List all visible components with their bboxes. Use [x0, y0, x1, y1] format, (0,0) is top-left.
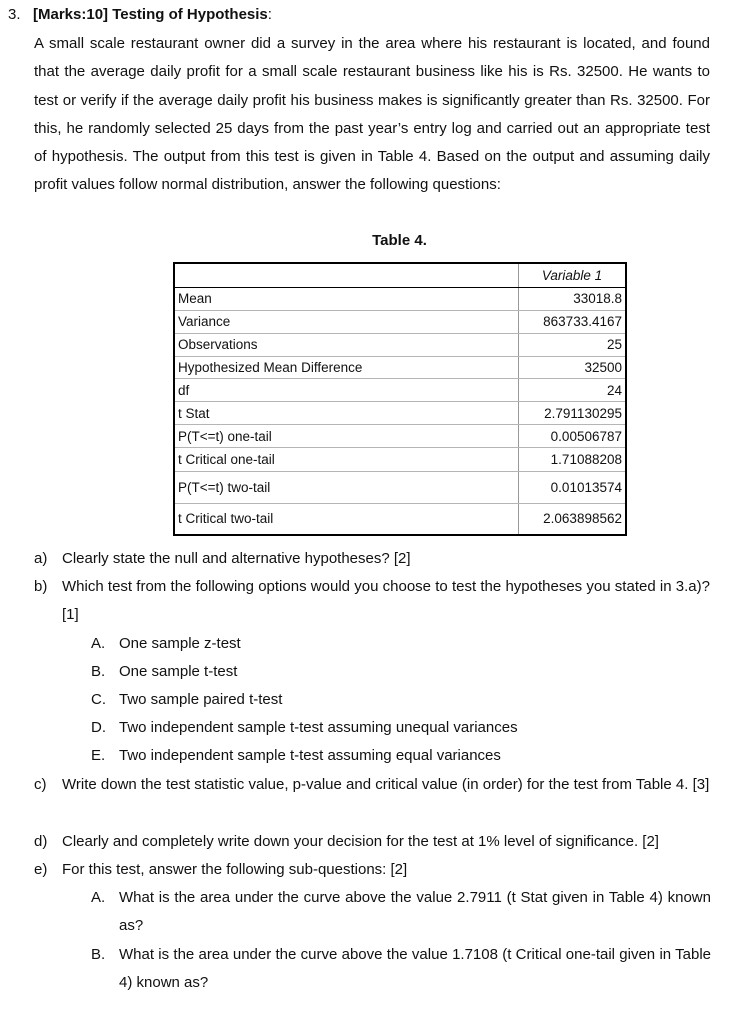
row-label: t Critical two-tail	[178, 511, 274, 527]
row-value: 863733.4167	[519, 310, 627, 333]
table-caption: Table 4.	[372, 232, 427, 249]
option-text: One sample z-test	[119, 635, 241, 652]
row-value: 24	[519, 379, 627, 402]
table-row	[174, 448, 626, 472]
table-row	[174, 503, 626, 535]
table-row	[174, 472, 626, 504]
table-row	[174, 287, 626, 310]
row-label: Variance	[174, 310, 519, 333]
row-label: Hypothesized Mean Difference	[174, 356, 519, 379]
subquestion-text: For this test, answer the following sub-questions: [2]	[62, 861, 408, 878]
subquestion-text: Write down the test statistic value, p-value and critical value (in order) for the test from Table 4. [3]	[62, 776, 710, 793]
question-number: 3.	[8, 6, 21, 23]
subquestion-label: a)	[34, 550, 48, 567]
subquestion-label: e)	[34, 861, 48, 878]
option-text: Two independent sample t-test assuming unequal variances	[119, 719, 518, 736]
row-label: t Critical one-tail	[174, 448, 519, 472]
row-label: Observations	[174, 333, 519, 356]
subquestion-label: d)	[34, 833, 48, 850]
row-value: 2.063898562	[519, 503, 627, 535]
row-value: 0.01013574	[519, 472, 627, 504]
subquestion-label: b)	[34, 578, 48, 595]
option-text: Two independent sample t-test assuming equal variances	[119, 747, 501, 764]
question-heading	[8, 5, 272, 25]
option-text: Two sample paired t-test	[119, 691, 283, 708]
table-header-blank	[174, 263, 519, 287]
subquestion-text: Which test from the following options would you choose to test the hypotheses you stated in 3.a)? [1]	[62, 578, 710, 624]
row-value: 25	[519, 333, 627, 356]
row-value: 1.71088208	[519, 448, 627, 472]
table-row	[174, 402, 626, 425]
option-text: What is the area under the curve above the value 2.7911 (t Stat given in Table 4) known as?	[119, 889, 711, 935]
question-intro: A small scale restaurant owner did a survey in the area where his restaurant is located, and found that the average daily profit for a small scale restaurant business like his is Rs. 32500. He wants to test or verify if the average daily profit his business makes is significantly greater than Rs. 32500. For this, he randomly selected 25 days from the past year’s entry log and carried out an appropriate test of hypothesis. The output from this test is given in Table 4. Based on the output and assuming daily profit values follow normal distribution, answer the following questions:	[34, 35, 710, 194]
option-text: One sample t-test	[119, 663, 238, 680]
option-label: A.	[91, 889, 106, 906]
table-row	[174, 425, 626, 448]
table-header-row	[174, 263, 626, 287]
row-label: t Stat	[174, 402, 519, 425]
row-value: 0.00506787	[519, 425, 627, 448]
option-label: B.	[91, 946, 106, 963]
row-label: Mean	[174, 287, 519, 310]
subquestion-label: c)	[34, 776, 47, 793]
table-row	[174, 310, 626, 333]
option-label: D.	[91, 719, 106, 736]
row-label: P(T<=t) one-tail	[174, 425, 519, 448]
table-row	[174, 333, 626, 356]
subquestion-text: Clearly state the null and alternative hypotheses? [2]	[62, 550, 411, 567]
option-label: C.	[91, 691, 106, 708]
row-value: 32500	[519, 356, 627, 379]
option-label: E.	[91, 747, 106, 764]
question-title-colon: :	[267, 6, 272, 23]
table-row	[174, 379, 626, 402]
option-label: A.	[91, 635, 106, 652]
row-value: 2.791130295	[519, 402, 627, 425]
table-header-variable: Variable 1	[519, 263, 627, 287]
table-row	[174, 356, 626, 379]
subquestion-text: Clearly and completely write down your decision for the test at 1% level of significance. [2]	[62, 833, 659, 850]
t-test-output-table	[173, 262, 627, 536]
question-title: [Marks:10] Testing of Hypothesis	[33, 6, 268, 23]
row-label: P(T<=t) two-tail	[174, 472, 519, 504]
row-value: 33018.8	[519, 287, 627, 310]
row-label: df	[174, 379, 519, 402]
option-text: What is the area under the curve above the value 1.7108 (t Critical one-tail given in Table 4) known as?	[119, 946, 711, 992]
option-label: B.	[91, 663, 106, 680]
